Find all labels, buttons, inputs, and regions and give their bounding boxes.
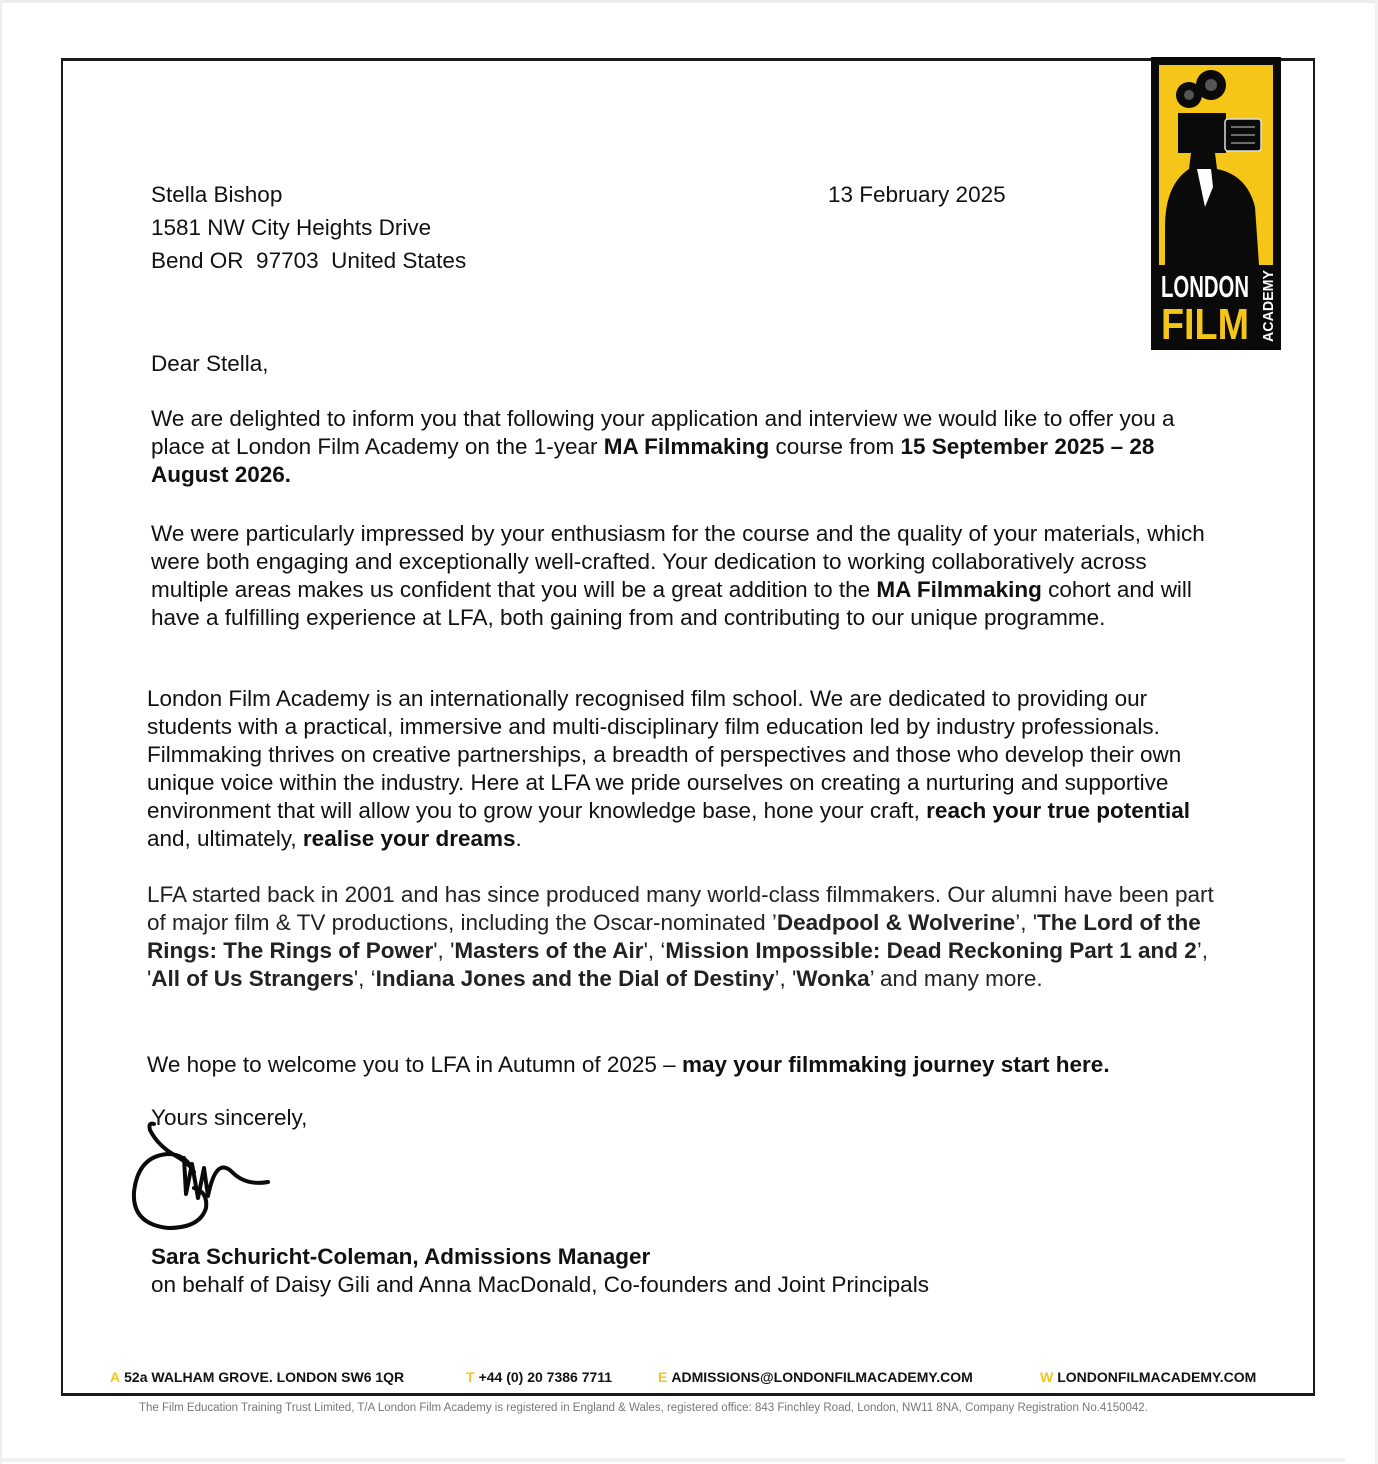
london-film-academy-logo <box>1151 57 1281 350</box>
paragraph-offer: We are delighted to inform you that following your application and interview we would like to offer you a place at London Film Academy on the 1-year MA Filmmaking course from 15 September 2025 – 28 August 2026. <box>151 406 1175 487</box>
footer-website[interactable]: W LONDONFILMACADEMY.COM <box>1040 1369 1257 1385</box>
paragraph-about-lfa: London Film Academy is an internationally recognised film school. We are dedicated to providing our students with a practical, immersive and multi-disciplinary film education led by industry professionals. Filmmaking thrives on creative partnerships, a breadth of perspectives and those who develop their own unique voice within the industry. Here at LFA we pride ourselves on creating a nurturing and supportive environment that will allow you to grow your knowledge base, hone your craft, reach your true potential and, ultimately, realise your dreams. <box>147 686 1190 851</box>
signer-on-behalf: on behalf of Daisy Gili and Anna MacDonald, Co-founders and Joint Principals <box>151 1272 929 1297</box>
paragraph-impressed: We were particularly impressed by your enthusiasm for the course and the quality of your materials, which were both engaging and exceptionally well-crafted. Your dedication to working collaboratively across multiple areas makes us confident that you will be a great addition to the MA Filmmaking cohort and will have a fulfilling experience at LFA, both gaining from and contributing to our unique programme. <box>151 521 1205 630</box>
logo-side: ACADEMY <box>1260 266 1277 342</box>
footer-email[interactable]: E ADMISSIONS@LONDONFILMACADEMY.COM <box>658 1369 973 1385</box>
recipient-address <box>151 178 466 277</box>
closing: Yours sincerely, <box>151 1105 308 1130</box>
footer-address: A 52a WALHAM GROVE. LONDON SW6 1QR <box>110 1369 405 1385</box>
page-top-edge <box>0 0 1378 3</box>
recipient-name: Stella Bishop <box>151 182 283 207</box>
legal-notice: The Film Education Training Trust Limited, T/A London Film Academy is registered in England & Wales, registered office: 843 Finchley Road, London, NW11 8NA, Company Registration No.4150042. <box>139 1402 1148 1414</box>
greeting: Dear Stella, <box>151 351 269 376</box>
signature <box>128 1112 278 1237</box>
recipient-street: 1581 NW City Heights Drive <box>151 215 432 240</box>
logo-line1: LONDON <box>1161 269 1249 304</box>
recipient-city: Bend OR 97703 United States <box>151 248 467 273</box>
paragraph-alumni: LFA started back in 2001 and has since produced many world-class filmmakers. Our alumni have been part of major film & TV productions, including the Oscar-nominated ’Deadpool & Wolverine’, 'The Lord of the Rings: The Rings of Power', 'Masters of the Air', ‘Mission Impossible: Dead Reckoning Part 1 and 2’, 'All of Us Strangers', ‘Indiana Jones and the Dial of Destiny’, 'Wonka’ and many more. <box>147 882 1214 991</box>
signer-block <box>151 1243 929 1299</box>
page-left-edge <box>0 0 2 1464</box>
page-bottom-edge <box>0 1458 1345 1462</box>
logo-line2: FILM <box>1161 300 1249 349</box>
paragraph-welcome: We hope to welcome you to LFA in Autumn of 2025 – may your filmmaking journey start here. <box>147 1052 1110 1077</box>
letter-date: 13 February 2025 <box>828 182 1006 207</box>
signer-name: Sara Schuricht-Coleman, Admissions Manager <box>151 1244 651 1269</box>
footer-phone: T +44 (0) 20 7386 7711 <box>466 1369 613 1385</box>
